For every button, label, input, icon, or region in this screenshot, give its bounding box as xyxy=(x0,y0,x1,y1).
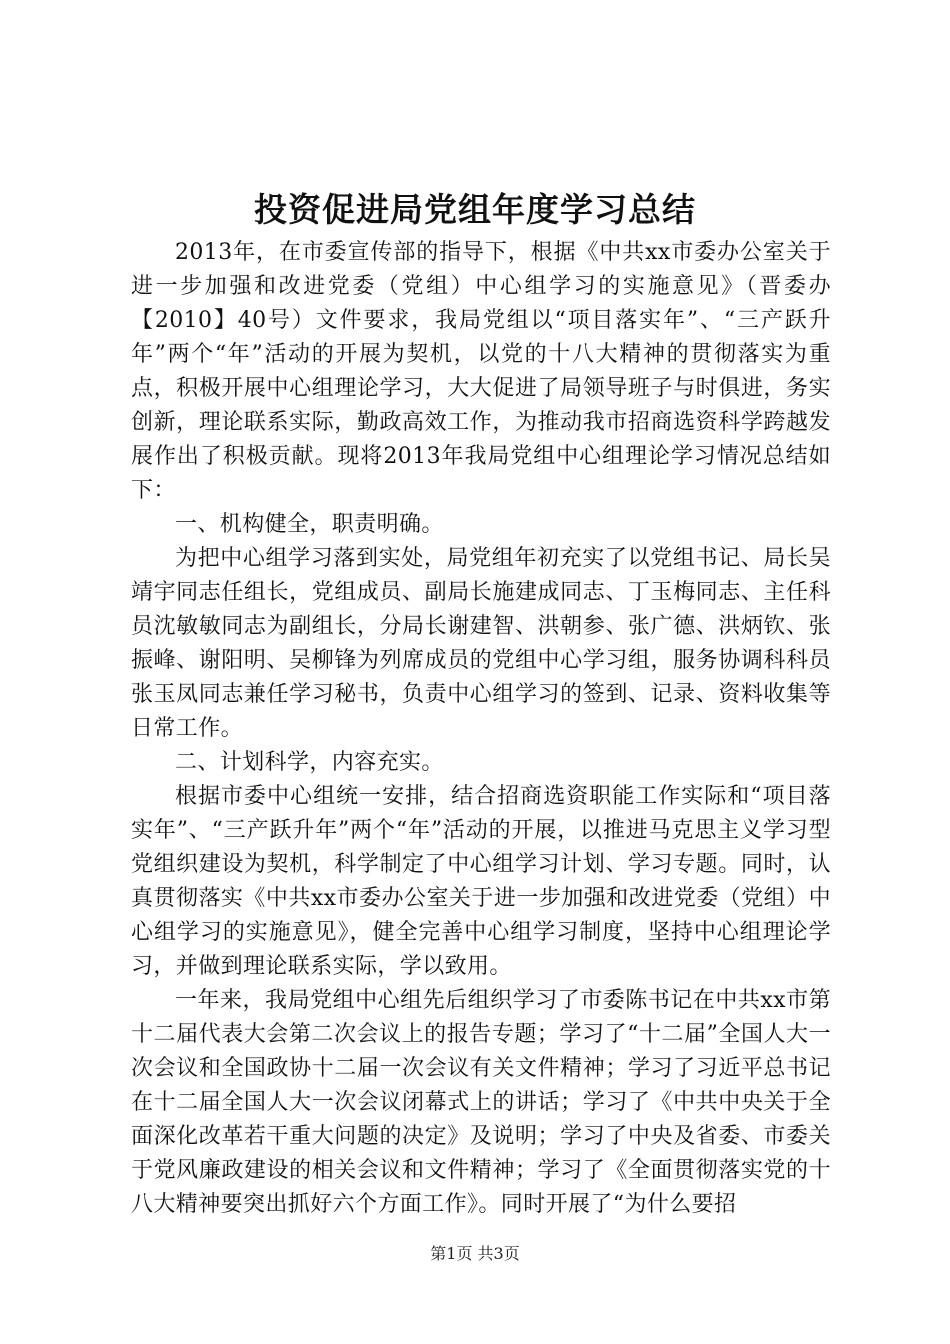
document-body xyxy=(131,236,831,1222)
section-heading-2: 二、计划科学，内容充实。 xyxy=(175,750,444,775)
paragraph-section-1: 为把中心组学习落到实处，局党组年初充实了以党组书记、局长吴靖宇同志任组长，党组成员、副局长施建成同志、丁玉梅同志、主任科员沈敏敏同志为副组长，分局长谢建智、洪朝参、张广德、洪炳钦、张振峰、谢阳明、吴柳锋为列席成员的党组中心学习组，服务协调科科员张玉凤同志兼任学习秘书，负责中心组学习的签到、记录、资料收集等日常工作。 xyxy=(131,546,831,741)
paragraph-section-2: 根据市委中心组统一安排，结合招商选资职能工作实际和“项目落实年”、“三产跃升年”两个“年”活动的开展，以推进马克思主义学习型党组织建设为契机，科学制定了中心组学习计划、学习专题。同时，认真贯彻落实《中共xx市委办公室关于进一步加强和改进党委（党组）中心组学习的实施意见》，健全完善中心组学习制度，坚持中心组理论学习，并做到理论联系实际，学以致用。 xyxy=(131,784,831,979)
section-heading-1: 一、机构健全，职责明确。 xyxy=(175,512,444,537)
document-title: 投资促进局党组年度学习总结 xyxy=(254,190,696,229)
paragraph-section-2-study: 一年来，我局党组中心组先后组织学习了市委陈书记在中共xx市第十二届代表大会第二次会议上的报告专题；学习了“十二届”全国人大一次会议和全国政协十二届一次会议有关文件精神；学习了习近平总书记在十二届全国人大一次会议闭幕式上的讲话；学习了《中共中央关于全面深化改革若干重大问题的决定》及说明；学习了中央及省委、市委关于党风廉政建设的相关会议和文件精神；学习了《全面贯彻落实党的十八大精神要突出抓好六个方面工作》。同时开展了“为什么要招 xyxy=(131,988,831,1217)
page-footer: 第1页 共3页 xyxy=(430,1244,520,1263)
paragraph-intro: 2013年，在市委宣传部的指导下，根据《中共xx市委办公室关于进一步加强和改进党委（党组）中心组学习的实施意见》（晋委办【2010】40号）文件要求，我局党组以“项目落实年”、“三产跃升年”两个“年”活动的开展为契机，以党的十八大精神的贯彻落实为重点，积极开展中心组理论学习，大大促进了局领导班子与时俱进，务实创新，理论联系实际，勤政高效工作，为推动我市招商选资科学跨越发展作出了积极贡献。现将2013年我局党组中心组理论学习情况总结如下： xyxy=(131,240,831,503)
